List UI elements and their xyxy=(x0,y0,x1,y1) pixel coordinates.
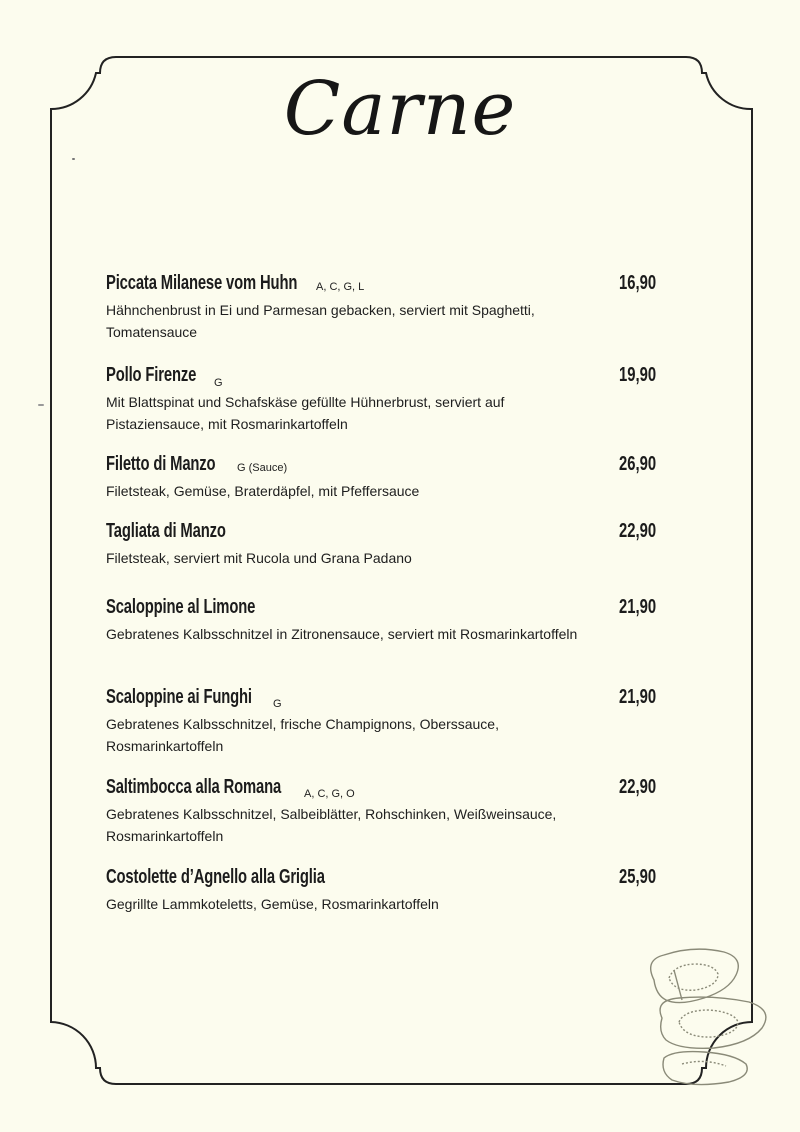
menu-item xyxy=(106,776,656,847)
dish-price: 16,90 xyxy=(618,272,656,294)
allergen-codes: A, C, G, O xyxy=(304,788,355,800)
dish-name: Pollo Firenze xyxy=(106,364,197,386)
dish-price: 19,90 xyxy=(618,364,656,386)
menu-item xyxy=(106,272,656,343)
menu-item xyxy=(106,866,656,915)
dish-description: Gebratenes Kalbsschnitzel, frische Champignons, Oberssauce, Rosmarinkartoffeln xyxy=(106,716,499,754)
dish-name: Filetto di Manzo xyxy=(106,453,216,475)
dish-price: 22,90 xyxy=(618,520,656,542)
menu-item xyxy=(106,453,656,502)
menu-item xyxy=(106,520,656,569)
paper-speck xyxy=(72,158,75,160)
dish-price: 25,90 xyxy=(618,866,656,888)
dish-description: Hähnchenbrust in Ei und Parmesan gebacken, serviert mit Spaghetti, Tomatensauce xyxy=(106,302,535,340)
allergen-codes: G xyxy=(273,698,282,710)
dish-name: Scaloppine al Limone xyxy=(106,596,256,618)
allergen-codes: G xyxy=(214,377,223,389)
dish-name: Tagliata di Manzo xyxy=(106,520,226,542)
menu-item xyxy=(106,686,656,757)
allergen-codes: G (Sauce) xyxy=(237,462,288,474)
dish-description: Gebratenes Kalbsschnitzel, Salbeiblätter, Rohschinken, Weißweinsauce, Rosmarinkartoffeln xyxy=(106,806,557,844)
allergen-codes: A, C, G, L xyxy=(316,281,365,293)
dish-price: 22,90 xyxy=(618,776,656,798)
dish-name: Piccata Milanese vom Huhn xyxy=(106,272,298,294)
menu-item xyxy=(106,596,656,645)
page-title: Carne xyxy=(283,66,517,152)
dish-price: 26,90 xyxy=(618,453,656,475)
dish-name: Scaloppine ai Funghi xyxy=(106,686,252,708)
dish-name: Costolette d’Agnello alla Griglia xyxy=(106,866,325,888)
dish-name: Saltimbocca alla Romana xyxy=(106,776,282,798)
paper-speck xyxy=(38,404,44,406)
dish-description: Filetsteak, Gemüse, Braterdäpfel, mit Pfeffersauce xyxy=(106,483,420,499)
dish-description: Gebratenes Kalbsschnitzel in Zitronensauce, serviert mit Rosmarinkartoffeln xyxy=(106,626,578,642)
steak-illustration-icon xyxy=(634,940,784,1100)
dish-price: 21,90 xyxy=(618,596,656,618)
menu-item xyxy=(106,364,656,435)
dish-description: Gegrillte Lammkoteletts, Gemüse, Rosmarinkartoffeln xyxy=(106,896,439,912)
dish-price: 21,90 xyxy=(618,686,656,708)
dish-description: Filetsteak, serviert mit Rucola und Grana Padano xyxy=(106,550,412,566)
dish-description: Mit Blattspinat und Schafskäse gefüllte Hühnerbrust, serviert auf Pistaziensauce, mit Rosmarinkartoffeln xyxy=(106,394,505,432)
